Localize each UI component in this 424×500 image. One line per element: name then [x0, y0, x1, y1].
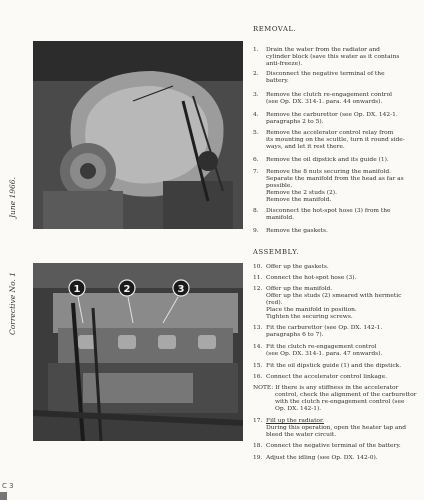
step-text: Offer up the studs (2) smeared with hermetic — [266, 293, 402, 300]
step-text: anti-freeze). — [266, 61, 303, 68]
step-text: Fit the carburettor (see Op. DX. 142-1. — [266, 325, 383, 331]
step-number: 13. — [253, 325, 263, 331]
step-text: Fit the oil dipstick guide (1) and the dipstick. — [266, 363, 402, 369]
callout-3-label: 3 — [177, 284, 185, 295]
step-text: bleed the water circuit. — [266, 432, 337, 439]
step-text: Disconnect the hot-spot hose (3) from the — [266, 208, 391, 214]
engine-photo-bottom — [33, 263, 243, 441]
step-text: Fill up the radiator. — [266, 418, 325, 424]
step-text: ways, and let it rest there. — [266, 144, 345, 151]
step-text: Remove the manifold. — [266, 197, 332, 204]
step-number: 9. — [253, 228, 259, 234]
step-text: Drain the water from the radiator and — [266, 47, 380, 53]
step-number: 1. — [253, 47, 259, 53]
step-number: 11. — [253, 275, 263, 281]
step-text: its mounting on the scuttle, turn it round side- — [266, 137, 405, 144]
step-number: 16. — [253, 374, 263, 380]
step-number: 10. — [253, 264, 263, 270]
step-text: Remove the 2 studs (2). — [266, 190, 337, 197]
step-number: 17. — [253, 418, 263, 424]
callout-1-label: 1 — [73, 284, 81, 295]
step-text: Remove the carburettor (see Op. DX. 142-1. — [266, 112, 398, 118]
note-text: NOTE: If there is any stiffness in the accelerator — [253, 385, 399, 391]
step-number: 12. — [253, 286, 263, 292]
step-text: Remove the gaskets. — [266, 228, 328, 234]
step-number: 3. — [253, 92, 259, 98]
step-text: manifold. — [266, 215, 295, 222]
step-text: possible. — [266, 183, 293, 190]
step-number: 19. — [253, 455, 263, 461]
note-text: control, check the alignment of the carburettor — [275, 392, 417, 399]
step-number: 8. — [253, 208, 259, 214]
step-number: 15. — [253, 363, 263, 369]
step-number: 14. — [253, 344, 263, 350]
step-text: cylinder block (save this water as it contains — [266, 54, 400, 61]
step-text: Remove the accelerator control relay from — [266, 130, 394, 136]
step-text: paragraphs 6 to 7). — [266, 332, 324, 339]
assembly-note — [253, 385, 421, 413]
step-text: (see Op. DX. 314-1. para. 44 onwards). — [266, 99, 383, 106]
step-text: (red). — [266, 300, 283, 307]
side-corrective-label: Corrective No. 1 — [8, 271, 17, 335]
engine-photo-top — [33, 41, 243, 229]
note-text: Op. DX. 142-1). — [275, 406, 322, 413]
step-text: Remove the 8 nuts securing the manifold. — [266, 169, 392, 175]
step-text: Adjust the idling (see Op. DX. 142-0). — [266, 455, 378, 461]
step-number: 6. — [253, 157, 259, 163]
step-number: 4. — [253, 112, 259, 118]
step-text: Connect the negative terminal of the battery. — [266, 443, 401, 449]
step-text: Place the manifold in position. — [266, 307, 357, 314]
step-text: Connect the accelerator control linkage. — [266, 374, 387, 380]
step-text: Remove the clutch re-engagement control — [266, 92, 393, 98]
step-text: Offer up the gaskets. — [266, 264, 329, 270]
step-text: Offer up the manifold. — [266, 286, 333, 292]
step-text: Remove the oil dipstick and its guide (1). — [266, 157, 389, 163]
note-text: with the clutch re-engagement control (see — [275, 399, 405, 406]
corner-edge-mark — [0, 492, 7, 500]
corner-page-mark: C 3 — [2, 482, 14, 490]
step-number: 7. — [253, 169, 259, 175]
step-text: battery. — [266, 78, 289, 85]
step-text: Separate the manifold from the head as far as — [266, 176, 404, 183]
step-text: (see Op. DX. 314-1. para. 47 onwards). — [266, 351, 383, 358]
step-number: 5. — [253, 130, 259, 136]
callout-2-label: 2 — [123, 284, 131, 295]
step-number: 18. — [253, 443, 263, 449]
step-text: paragraphs 2 to 5). — [266, 119, 324, 126]
assembly-heading: ASSEMBLY. — [253, 248, 300, 256]
step-text: During this operation, open the heater tap and — [266, 425, 406, 432]
step-text: Fit the clutch re-engagement control — [266, 344, 377, 350]
step-text: Tighten the securing screws. — [266, 314, 353, 321]
step-text: Connect the hot-spot hose (3). — [266, 275, 357, 281]
side-date: June 1966. — [8, 177, 17, 218]
removal-heading: REMOVAL. — [253, 25, 297, 33]
step-number: 2. — [253, 71, 259, 77]
step-text: Disconnect the negative terminal of the — [266, 71, 385, 77]
